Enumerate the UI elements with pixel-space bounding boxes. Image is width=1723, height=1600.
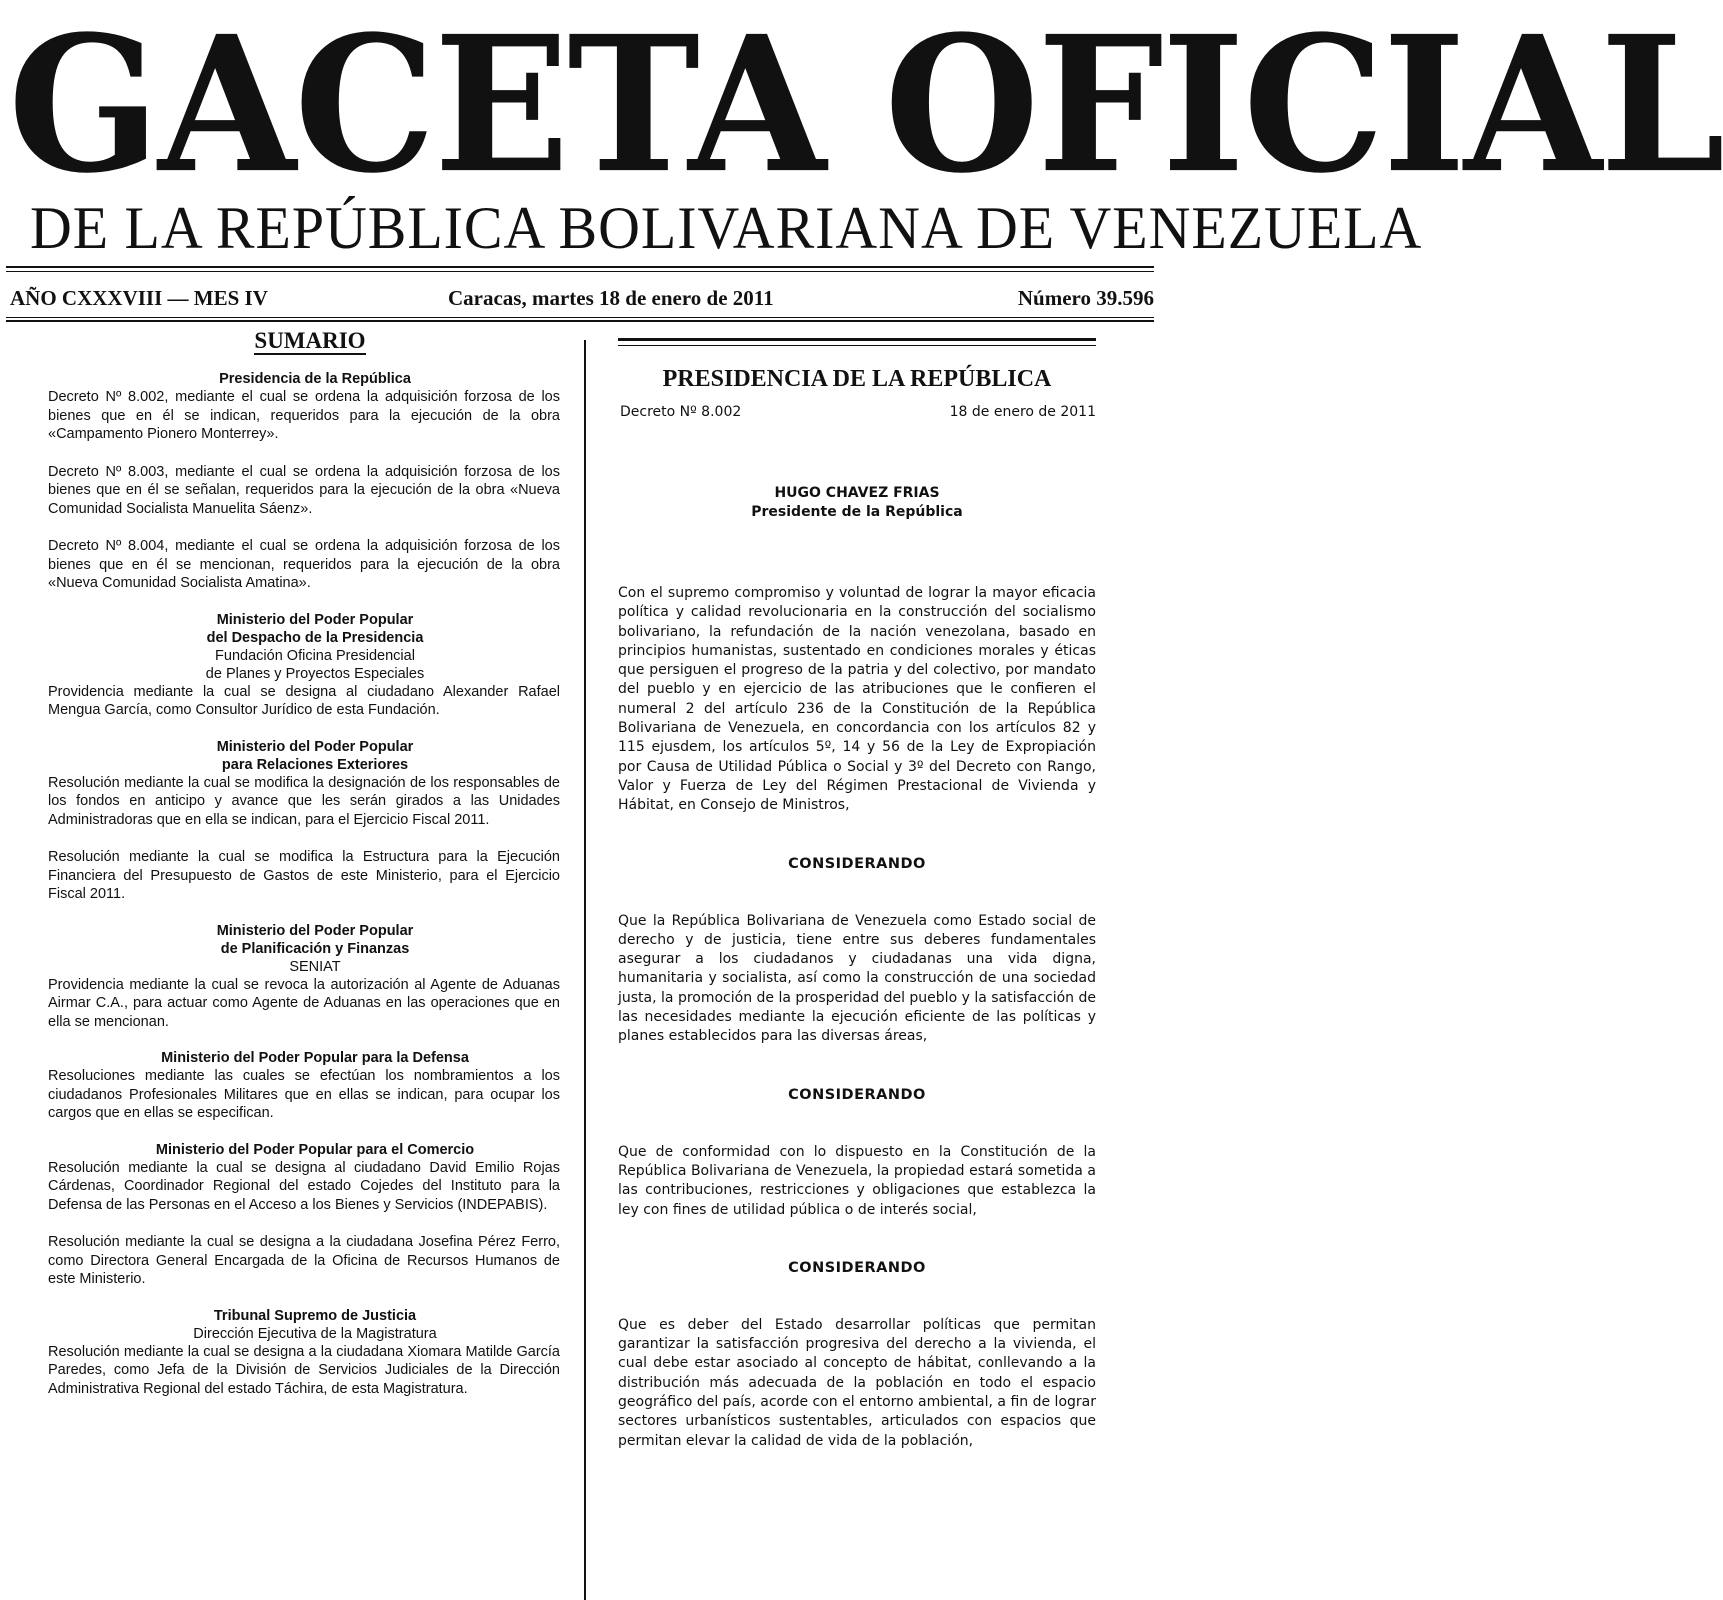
decree	[618, 338, 1096, 1451]
section-title: de Planificación y Finanzas	[220, 940, 410, 957]
section-subtitle: de Planes y Proyectos Especiales	[205, 665, 425, 682]
decree-top-rule	[618, 338, 1096, 341]
sumario-entry: Providencia mediante la cual se revoca la autorización al Agente de Aduanas Airmar C.A., para actuar como Agente de Aduanas en las operaciones que en ella se mencionan.	[48, 976, 560, 1030]
considerando-text: Que de conformidad con lo dispuesto en la Constitución de la República Bolivariana de Venezuela, la propiedad estará sometida a las contribuciones, restricciones y obligaciones que establezca la ley con fines de utilidad pública o de interés social,	[618, 1143, 1096, 1218]
top-rule	[6, 266, 1154, 268]
sumario-section	[40, 370, 560, 593]
decree-number: Decreto Nº 8.002	[620, 404, 742, 420]
sumario	[40, 326, 560, 1398]
sumario-section	[40, 922, 560, 1032]
decree-top-rule-thin	[618, 345, 1096, 346]
masthead-subtitle: DE LA REPÚBLICA BOLIVARIANA DE VENEZUELA	[30, 195, 1423, 261]
top-rule-thin	[6, 271, 1154, 272]
issue-year: AÑO CXXXVIII — MES IV	[10, 286, 268, 310]
section-title: Ministerio del Poder Popular para el Comercio	[155, 1141, 475, 1158]
issue-number: Número 39.596	[1017, 286, 1154, 310]
issue-bar	[10, 284, 1154, 314]
sumario-section	[40, 611, 560, 720]
section-subtitle: Fundación Oficina Presidencial	[215, 647, 415, 664]
section-title: para Relaciones Exteriores	[221, 756, 409, 773]
considerando-text: Que es deber del Estado desarrollar políticas que permitan garantizar la satisfacción progresiva del derecho a la vivienda, el cual debe estar asociado al concepto de hábitat, conllevando a la distribución más adecuada de la población en todo el espacio geográfico del país, acorde con el entorno ambiental, a fin de lograr sectores urbanísticos sustentables, articulados con espacios que permitan elevar la calidad de vida de la población,	[618, 1316, 1096, 1449]
president-title: Presidente de la República	[751, 504, 963, 520]
considerando-heading: CONSIDERANDO	[788, 1259, 926, 1276]
sumario-entry: Resolución mediante la cual se designa al ciudadano David Emilio Rojas Cárdenas, Coordinador Regional del estado Cojedes del Instituto para la Defensa de las Personas en el Acceso a los Bienes y Servicios (INDEPABIS).	[48, 1159, 560, 1213]
sumario-section	[40, 1307, 560, 1399]
sumario-entry: Resoluciones mediante las cuales se efectúan los nombramientos a los ciudadanos Profesionales Militares que en ellas se indican, para ocupar los cargos que en ellas se especifican.	[48, 1068, 560, 1121]
section-subtitle: SENIAT	[289, 958, 341, 975]
sumario-entry: Decreto Nº 8.004, mediante el cual se ordena la adquisición forzosa de los bienes que en él se mencionan, requeridos para la ejecución de la obra «Nueva Comunidad Socialista Amatina».	[48, 538, 560, 591]
considerando-heading: CONSIDERANDO	[788, 855, 926, 872]
sumario-entry: Resolución mediante la cual se designa a la ciudadana Josefina Pérez Ferro, como Directora General Encargada de la Oficina de Recursos Humanos de este Ministerio.	[48, 1234, 560, 1287]
decree-preamble: Con el supremo compromiso y voluntad de lograr la mayor eficacia política y calidad revolucionaria en la construcción del socialismo bolivariano, la refundación de la nación venezolana, basado en principios humanistas, sustentado en condiciones morales y éticas que persiguen el progreso de la patria y del colectivo, por mandato del pueblo y en ejercicio de las atribuciones que le confieren el numeral 2 del artículo 236 de la Constitución de la República Bolivariana de Venezuela, en concordancia con los artículos 82 y 115 ejusdem, los artículos 5º, 14 y 56 de la Ley de Expropiación por Causa de Utilidad Pública o Social y 3º del Decreto con Rango, Valor y Fuerza de Ley del Régimen Prestacional de Vivienda y Hábitat, en Consejo de Ministros,	[618, 585, 1096, 814]
section-title: Ministerio del Poder Popular para la Defensa	[161, 1050, 469, 1066]
decree-meta	[618, 404, 1096, 426]
sumario-section	[40, 1141, 560, 1289]
masthead	[0, 0, 1723, 261]
sumario-entry: Resolución mediante la cual se designa a la ciudadana Xiomara Matilde García Paredes, como Jefa de la División de Servicios Judiciales de la Dirección Administrativa Regional del estado Táchira, de esta Magistratura.	[48, 1343, 560, 1397]
sumario-entry: Resolución mediante la cual se modifica la Estructura para la Ejecución Financiera del Presupuesto de Gastos de este Ministerio, para el Ejercicio Fiscal 2011.	[48, 849, 560, 902]
considerando-heading: CONSIDERANDO	[788, 1086, 926, 1103]
considerando-text: Que la República Bolivariana de Venezuela como Estado social de derecho y de justicia, tiene entre sus deberes fundamentales asegurar a los ciudadanos y ciudadanas una vida digna, humanitaria y socialista, así como la construcción de una sociedad justa, la promoción de la prosperidad del pueblo y la satisfacción de las necesidades mediante la ejecución eficiente de las políticas y planes establecidos para las diversas áreas,	[618, 912, 1096, 1045]
mid-rule	[6, 320, 1154, 322]
issue-place-date: Caracas, martes 18 de enero de 2011	[448, 286, 774, 310]
section-title: Ministerio del Poder Popular	[216, 611, 414, 628]
president-name: HUGO CHAVEZ FRIAS	[774, 485, 940, 501]
section-title: Tribunal Supremo de Justicia	[213, 1307, 417, 1324]
masthead-title: GACETA OFICIAL	[8, 0, 1723, 215]
sumario-title: SUMARIO	[254, 328, 366, 353]
sumario-entry: Decreto Nº 8.003, mediante el cual se ordena la adquisición forzosa de los bienes que en él se señalan, requeridos para la ejecución de la obra «Nueva Comunidad Socialista Manuelita Sáenz».	[48, 463, 560, 517]
section-subtitle: Dirección Ejecutiva de la Magistratura	[193, 1325, 437, 1342]
sumario-section	[40, 1049, 560, 1123]
sumario-entry: Providencia mediante la cual se designa al ciudadano Alexander Rafael Mengua García, como Consultor Jurídico de esta Fundación.	[48, 683, 560, 718]
decree-date: 18 de enero de 2011	[949, 404, 1096, 420]
section-title: Ministerio del Poder Popular	[216, 922, 414, 939]
section-title: del Despacho de la Presidencia	[206, 629, 424, 646]
sumario-entry: Resolución mediante la cual se modifica la designación de los responsables de los fondos en anticipo y avance que les serán girados a las Unidades Administradoras que en ella se indican, para el Ejercicio Fiscal 2011.	[48, 774, 560, 828]
section-title: Ministerio del Poder Popular	[216, 738, 414, 755]
decree-heading: PRESIDENCIA DE LA REPÚBLICA	[662, 366, 1052, 392]
section-title: Presidencia de la República	[219, 371, 411, 387]
column-separator	[584, 340, 586, 1600]
mid-rule-thin	[6, 317, 1154, 318]
sumario-section	[40, 738, 560, 904]
sumario-entry: Decreto Nº 8.002, mediante el cual se ordena la adquisición forzosa de los bienes que en él se indican, requeridos para la ejecución de la obra «Campamento Pionero Monterrey».	[48, 389, 560, 442]
